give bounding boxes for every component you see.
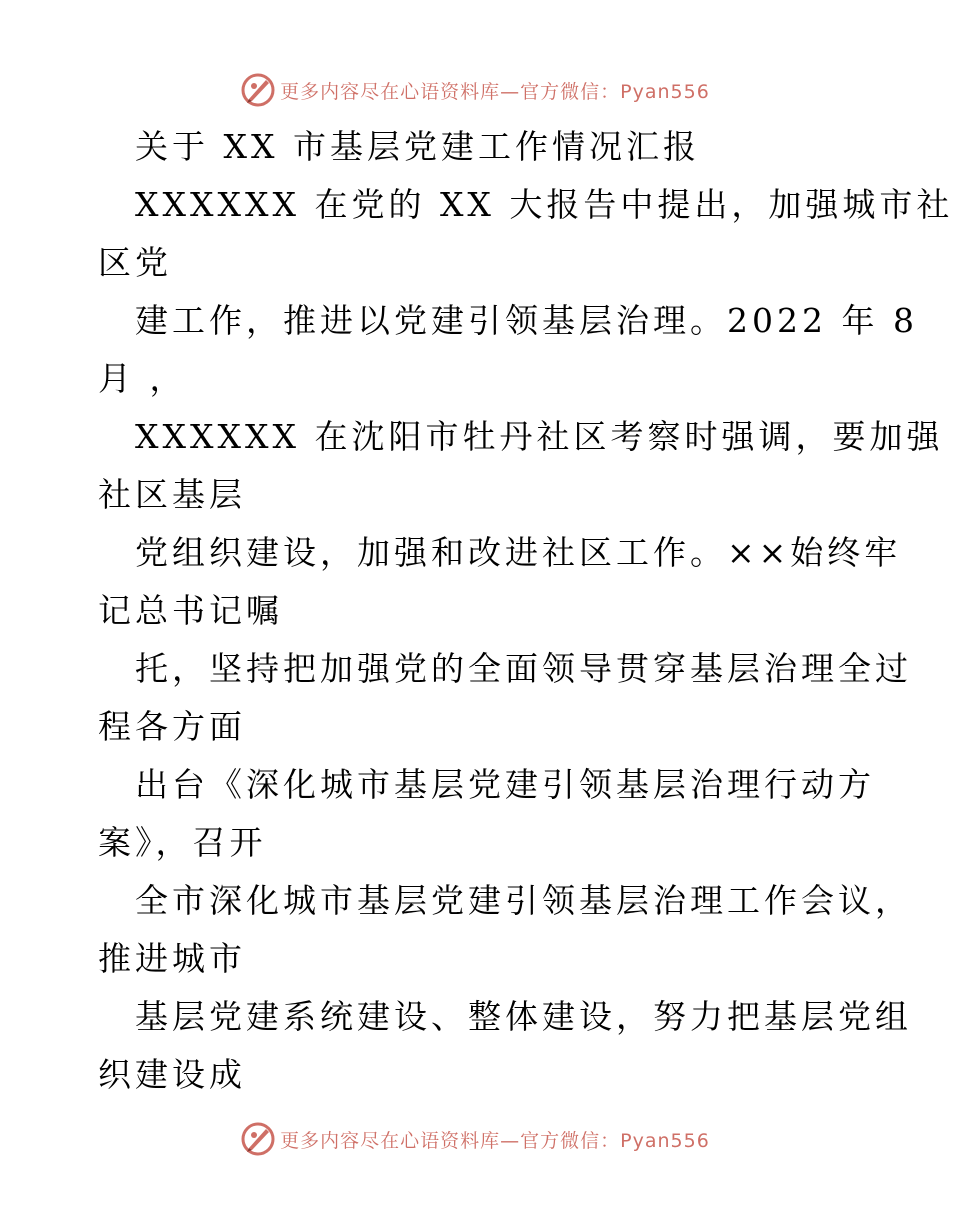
- document-title: 关于 XX 市基层党建工作情况汇报: [135, 127, 700, 166]
- text-line: 案》，召开: [98, 823, 267, 862]
- quill-pen-logo-icon: [240, 1121, 276, 1157]
- text-line: 全市深化城市基层党建引领基层治理工作会议，: [135, 881, 912, 920]
- watermark-text: 更多内容尽在心语资料库—官方微信：Pyan556: [280, 80, 710, 103]
- text-line: XXXXXX 在党的 XX 大报告中提出，加强城市社: [135, 185, 953, 224]
- document-body: [98, 118, 953, 1104]
- text-line: 织建设成: [98, 1055, 246, 1094]
- header-watermark-banner: [0, 70, 950, 110]
- text-line: XXXXXX 在沈阳市牡丹社区考察时强调，要加强: [135, 417, 944, 456]
- text-line: 记总书记嘱: [98, 591, 283, 630]
- text-line: 推进城市: [98, 939, 246, 978]
- text-line: 党组织建设，加强和改进社区工作。××始终牢: [135, 533, 902, 572]
- text-line: 建工作，推进以党建引领基层治理。2022 年 8: [135, 301, 918, 340]
- text-line: 基层党建系统建设、整体建设，努力把基层党组: [135, 997, 912, 1036]
- text-line: 程各方面: [98, 707, 246, 746]
- footer-watermark-banner: [0, 1119, 950, 1159]
- text-line: 月 ，: [98, 359, 187, 398]
- text-line: 出台《深化城市基层党建引领基层治理行动方: [135, 765, 875, 804]
- text-line: 托，坚持把加强党的全面领导贯穿基层治理全过: [135, 649, 912, 688]
- text-line: 区党: [98, 243, 172, 282]
- quill-pen-logo-icon: [240, 72, 276, 108]
- text-line: 社区基层: [98, 475, 246, 514]
- watermark-text: 更多内容尽在心语资料库—官方微信：Pyan556: [280, 1129, 710, 1152]
